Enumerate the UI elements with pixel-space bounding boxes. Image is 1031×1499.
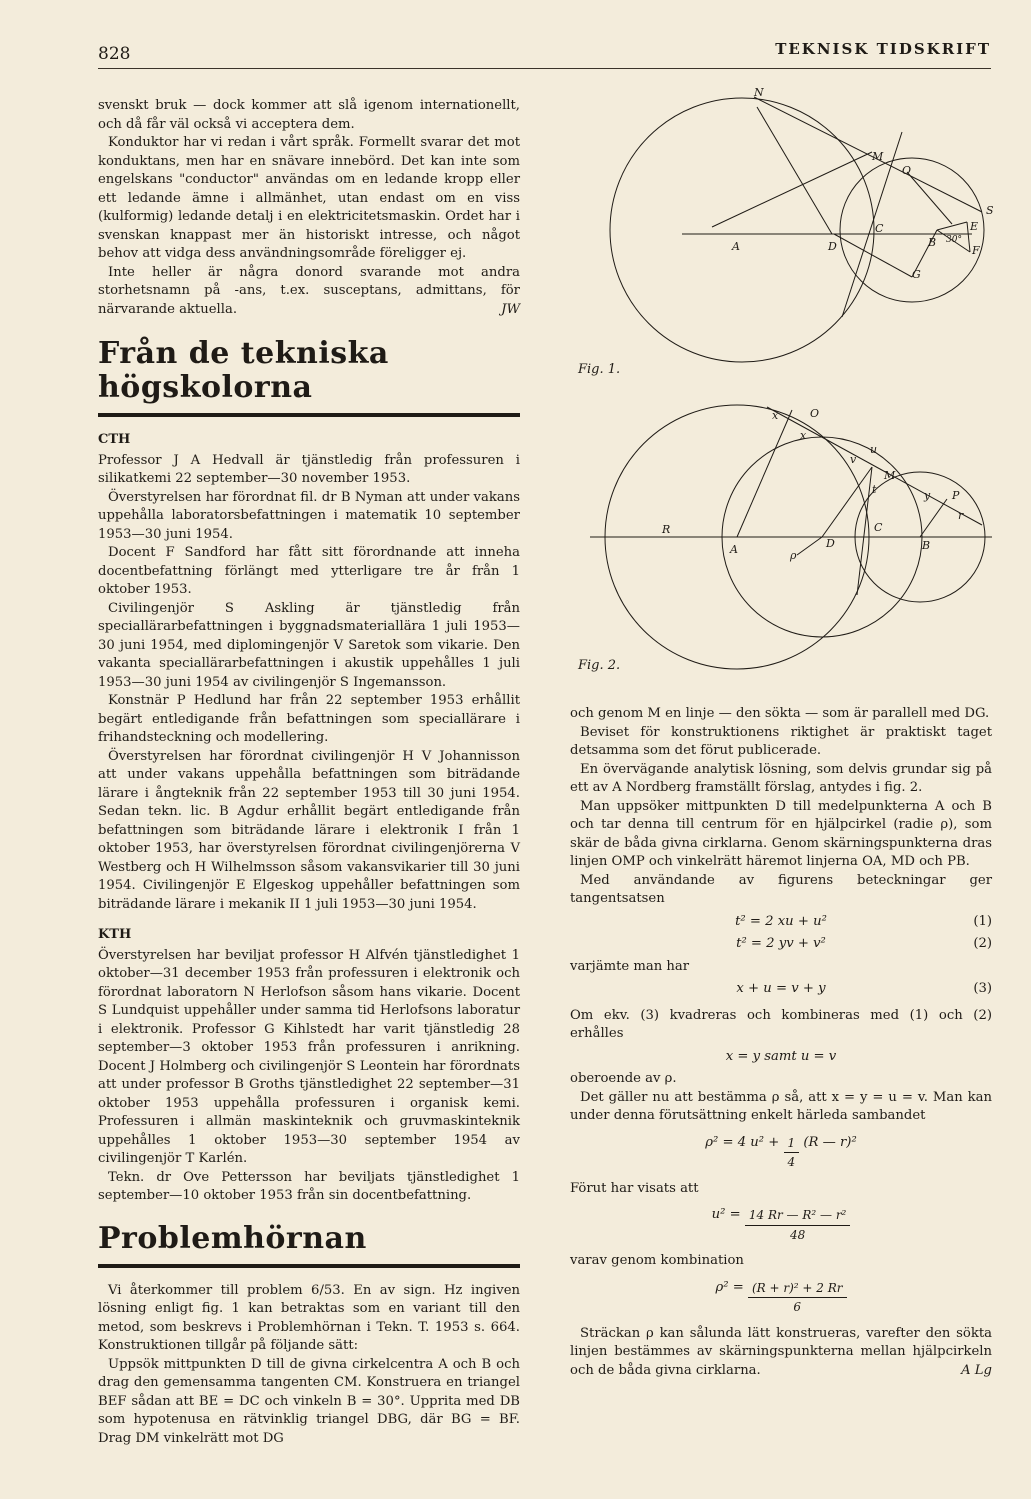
fig1-label: A: [732, 240, 740, 253]
fig1-label: G: [912, 268, 921, 281]
cth-paragraph: Överstyrelsen har förordnat civilingenjör H V Johannisson att under vakans uppehålla befattningen som biträdande lärare i ångteknik från 22 september 1953 till 30 juni 1954. Sedan tekn. lic. B Agdur erhållit begärt entledigande från befattningen som biträdande lärare i elektronik I från 1 oktober 1953, har överstyrelsen förordnat civilingenjörerna V Westberg och H Wilhelmsson såsom vakansvikarier till 30 juni 1954. Civilingenjör E Elgeskog uppehåller befattningen som biträdande lärare i mekanik II 1 juli 1953—30 juni 1954.: [98, 748, 520, 912]
cth-paragraph: Konstnär P Hedlund har från 22 september 1953 erhållit begärt entledigande från befattningen som speciallärare i frihandsteckning och modellering.: [98, 693, 520, 745]
fig1-tangent-line: [754, 97, 982, 212]
right-paragraph: Med användande av figurens beteckningar ger tangentsatsen: [570, 872, 992, 906]
cth-paragraph: Professor J A Hedvall är tjänstledig från professuren i silikatkemi 22 september—30 november 1953.: [98, 452, 520, 486]
cth-label: CTH: [98, 432, 131, 447]
right-paragraph: Man uppsöker mittpunkten D till medelpunkterna A och B och tar denna till centrum för en hjälpcirkel (radie ρ), som skär de båda givna cirklarna. Genom skärningspunkterna dras linjen OMP och vinkelrätt häremot linjerna OA, MD och PB.: [570, 798, 992, 869]
fig1-label: O: [902, 164, 912, 177]
equation-4: x = y samt u = v: [725, 1048, 837, 1064]
problem-paragraph: Uppsök mittpunkten D till de givna cirkelcentra A och B och drag den gemensamma tangenten CM. Konstruera en triangel BEF sådan att BE = DC och vinkeln B = 30°. Upprita med DB som hypotenusa en rätvinklig triangel DBG, där BG = BF. Drag DM vinkelrätt mot DG: [98, 1356, 520, 1446]
right-paragraph: En övervägande analytisk lösning, som delvis grundar sig på ett av A Nordberg framställt förslag, antydes i fig. 2.: [570, 761, 992, 795]
right-paragraph: Om ekv. (3) kvadreras och kombineras med (1) och (2) erhålles: [570, 1007, 992, 1041]
fig1-label: M: [872, 150, 884, 163]
fig1-label: C: [875, 222, 884, 235]
fig2-label: u: [870, 443, 878, 456]
equation-2: t² = 2 yv + v² (2): [736, 936, 992, 951]
left-column: [98, 97, 520, 1448]
kth-label: KTH: [98, 927, 132, 942]
cth-paragraph: Överstyrelsen har förordnat fil. dr B Nyman att under vakans uppehålla laboratorsbefattningen i matematik 10 september 1953—30 juni 1954.: [98, 489, 520, 542]
fig2-label: t: [872, 483, 877, 496]
cth-paragraph: Docent F Sandford har fått sitt förordnande att inneha docentbefattning förlängt med ytterligare tre år från 1 oktober 1953.: [98, 545, 520, 597]
fig1-line-be: [937, 222, 967, 230]
fig2-caption: Fig. 2.: [578, 658, 621, 673]
right-paragraph: och genom M en linje — den sökta — som är parallell med DG.: [570, 706, 990, 721]
fig1-label: E: [970, 220, 979, 233]
figure-2-diagram: [572, 395, 1002, 670]
right-paragraph: oberoende av ρ.: [570, 1071, 677, 1086]
fig1-caption: Fig. 1.: [578, 362, 621, 377]
right-column: [570, 705, 992, 1380]
fig2-label: A: [730, 543, 738, 556]
intro-signature: JW: [501, 301, 520, 317]
fig1-line-dg: [834, 234, 912, 277]
heading-rule: [98, 1264, 520, 1268]
equation-7: ρ² = $\frac{\text{(R + r)² + 2 Rr}}{6}$: [570, 1279, 992, 1317]
page-number: 828: [98, 44, 131, 64]
intro-paragraph: svenskt bruk — dock kommer att slå igenom internationellt, och då får väl också vi acceptera dem.: [98, 98, 520, 132]
fig2-line-omp: [767, 407, 982, 525]
journal-title: TEKNISK TIDSKRIFT: [775, 40, 991, 58]
fig1-line-oe: [907, 172, 952, 224]
fig2-label: B: [922, 539, 931, 552]
section-title-problemhornan: Problemhörnan: [98, 1220, 367, 1256]
right-paragraph: Det gäller nu att bestämma ρ så, att x = y = u = v. Man kan under denna förutsättning enkelt härleda sambandet: [570, 1089, 992, 1123]
fig2-label: P: [952, 489, 960, 502]
heading-rule: [98, 413, 520, 417]
fig2-line-pb: [920, 499, 947, 537]
fig2-label: r: [958, 509, 964, 522]
right-paragraph: varjämte man har: [570, 958, 690, 974]
header-rule: [98, 68, 991, 69]
fig2-label: ρ: [790, 549, 797, 562]
fig1-label: N: [754, 86, 764, 99]
fig1-label: 30°: [946, 235, 962, 245]
fig2-label: M: [884, 469, 896, 482]
fig2-label: R: [662, 523, 671, 536]
intro-paragraph: Inte heller är några donord svarande mot andra storhetsnamn på -ans, t.ex. susceptans, admittans, för närvarande aktuella. JW: [98, 264, 520, 320]
fig2-label: O: [810, 407, 820, 420]
equation-6: u² = $\frac{\text{14 Rr — R² — r²}}{48}$: [570, 1206, 992, 1244]
section-title-hogskolorna: Från de tekniska högskolorna: [98, 336, 389, 405]
fig2-label: y: [924, 489, 931, 502]
right-signature: A Lg: [961, 1362, 992, 1378]
right-paragraph: Förut har visats att: [570, 1180, 699, 1196]
fig2-line-rho: [797, 537, 822, 555]
equation-3: x + u = v + y (3): [736, 981, 992, 996]
cth-paragraph: Civilingenjör S Askling är tjänstledig från speciallärarbefattningen i byggnadsmateriallära 1 juli 1953—30 juni 1954, med diplomingenjör V Saretok som vikarie. Den vakanta speciallärarbefattningen i akustik uppehålles 1 juli 1953—30 juni 1954 av civilingenjör S Ingemansson.: [98, 600, 520, 690]
right-paragraph: varav genom kombination: [570, 1253, 744, 1268]
kth-paragraph: Tekn. dr Ove Pettersson har beviljats tjänstledighet 1 september—10 oktober 1953 från sin docentbefattning.: [98, 1169, 520, 1203]
intro-paragraph: Konduktor har vi redan i vårt språk. Formellt svarar det mot konduktans, men har en snävare innebörd. Det kan inte som engelskans "conductor" användas om en ledande kropp eller ett ledande ämne i allmänhet, utan endast om en viss (kulformig) ledande detalj i en elektricitetsmaskin. Ordet har i svenskan knappast mer än historiskt intresse, och något behov att vidga dess användningsområde föreligger ej.: [98, 135, 520, 261]
fig1-label: F: [972, 244, 980, 257]
equation-1: t² = 2 xu + u² (1): [735, 913, 992, 929]
kth-paragraph: Överstyrelsen har beviljat professor H Alfvén tjänstledighet 1 oktober—31 december 1953 från professuren i elektronik och förordnat laboratorn N Herlofson såsom hans vikarie. Docent S Lundquist uppehåller under samma tid Herlofsons laboratur i elektronik. Professor G Kihlstedt har varit tjänstledig 28 september—3 oktober 1953 från professuren i anrikning. Docent J Holmberg och civilingenjör S Leontein har förordnats att under professor B Groths tjänstledighet 22 september—31 oktober 1953 uppehålla professuren i organisk kemi. Professuren i allmän maskinteknik och gruvmaskinteknik uppehålles 1 oktober 1953—30 september 1954 av civilingenjör T Karlén.: [98, 947, 520, 1166]
equation-5: ρ² = 4 u² + $\frac{1}{4}$ (R — r)²: [705, 1134, 857, 1169]
right-paragraph: Beviset för konstruktionens riktighet är praktiskt taget detsamma som det förut publicerade.: [570, 724, 992, 758]
figure-1-diagram: [572, 82, 1012, 382]
right-paragraph: Sträckan ρ kan sålunda lätt konstrueras, varefter den sökta linjen bestämmes av skärningspunkterna mellan hjälpcirkeln och de båda givna cirklarna. A Lg: [570, 1325, 992, 1381]
problem-paragraph: Vi återkommer till problem 6/53. En av sign. Hz ingiven lösning enligt fig. 1 kan betraktas som en variant till den metod, som beskrevs i Problemhörnan i Tekn. T. 1953 s. 664. Konstruktionen tillgår på följande sätt:: [98, 1282, 520, 1353]
fig2-label: v: [850, 453, 857, 466]
fig2-label: x: [772, 409, 779, 422]
fig2-label: C: [874, 521, 883, 534]
fig1-label: B: [928, 236, 937, 249]
fig1-label: D: [828, 240, 837, 253]
fig1-line-nd: [757, 107, 832, 234]
fig1-line-am: [712, 152, 872, 227]
fig2-label: D: [826, 537, 835, 550]
fig1-label: S: [986, 204, 994, 217]
fig2-label: x: [800, 429, 807, 442]
